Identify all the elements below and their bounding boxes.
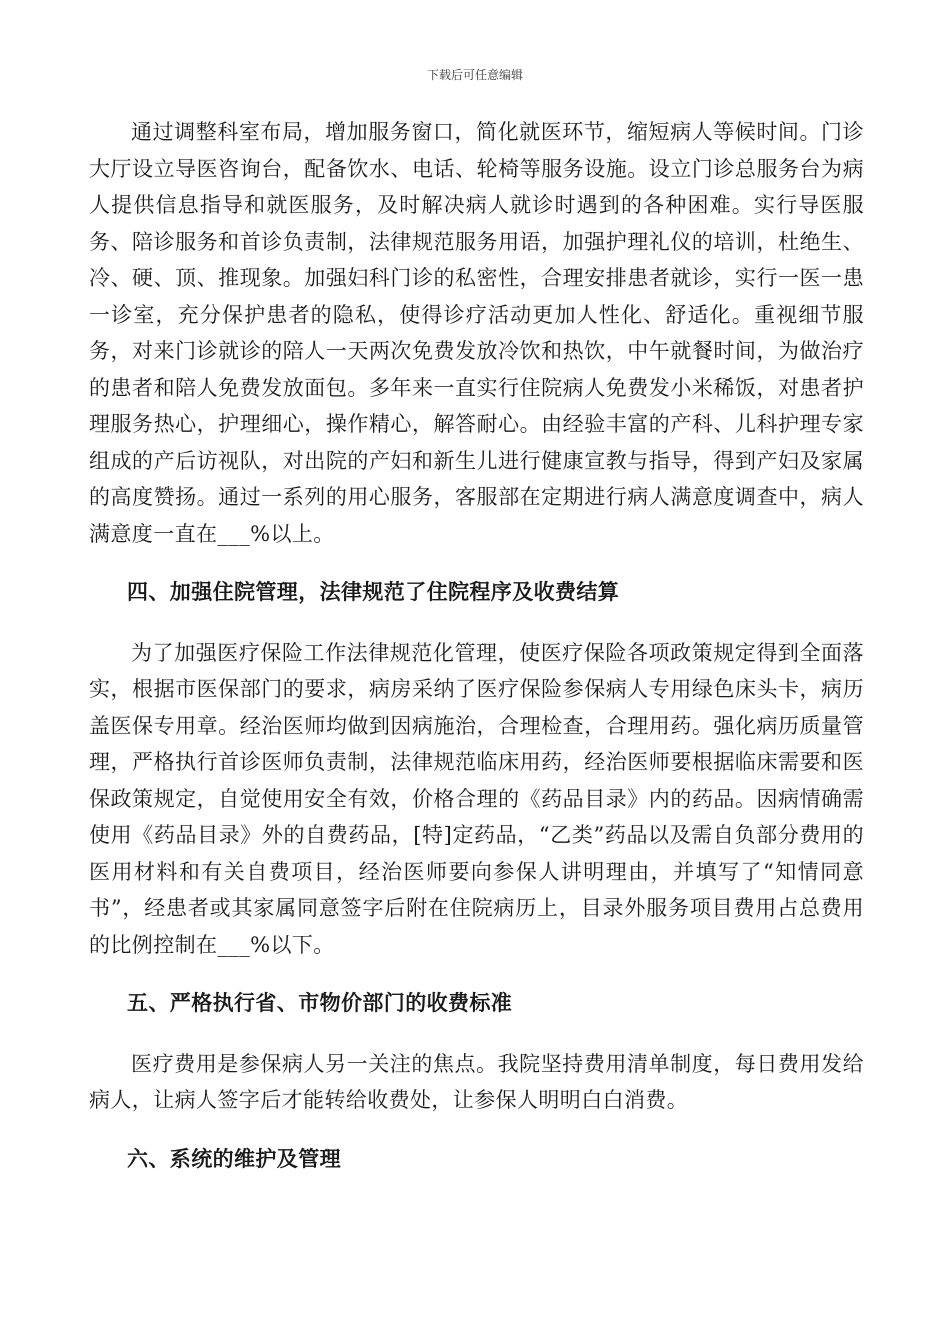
section-heading-4: 四、加强住院管理，法律规范了住院程序及收费结算 [127, 579, 620, 604]
page-header: 下载后可任意编辑 [426, 68, 523, 82]
section-heading-5: 五、严格执行省、市物价部门的收费标准 [127, 990, 513, 1015]
paragraph-insurance: 为了加强医疗保险工作法律规范化管理，使医疗保险各项政策规定得到全面落实，根据市医保部门的要求，病房采纳了医疗保险参保病人专用绿色床头卡，病历盖医保专用章。经治医师均做到因病施治，合理检查，合理用药。强化病历质量管理，严格执行首诊医师负责制，法律规范临床用药，经治医师要根据临床需要和医保政策规定，自觉使用安全有效，价格合理的《药品目录》内的药品。因病情确需使用《药品目录》外的自费药品，[特]定药品，“乙类”药品以及需自负部分费用的医用材料和有关自费项目，经治医师要向参保人讲明理由，并填写了“知情同意书”，经患者或其家属同意签字后附在住院病历上，目录外服务项目费用占总费用的比例控制在___%以下。 [89, 640, 864, 957]
document-body [89, 114, 864, 1177]
paragraph-service: 通过调整科室布局，增加服务窗口，简化就医环节，缩短病人等候时间。门诊大厅设立导医咨询台，配备饮水、电话、轮椅等服务设施。设立门诊总服务台为病人提供信息指导和就医服务，及时解决病人就诊时遇到的各种困难。实行导医服务、陪诊服务和首诊负责制，法律规范服务用语，加强护理礼仪的培训，杜绝生、冷、硬、顶、推现象。加强妇科门诊的私密性，合理安排患者就诊，实行一医一患一诊室，充分保护患者的隐私，使得诊疗活动更加人性化、舒适化。重视细节服务，对来门诊就诊的陪人一天两次免费发放冷饮和热饮，中午就餐时间，为做治疗的患者和陪人免费发放面包。多年来一直实行住院病人免费发小米稀饭，对患者护理服务热心，护理细心，操作精心，解答耐心。由经验丰富的产科、儿科护理专家组成的产后访视队，对出院的产妇和新生儿进行健康宣教与指导，得到产妇及家属的高度赞扬。通过一系列的用心服务，客服部在定期进行病人满意度调查中，病人满意度一直在___%以上。 [89, 120, 864, 546]
paragraph-fees: 医疗费用是参保病人另一关注的焦点。我院坚持费用清单制度，每日费用发给病人，让病人签字后才能转给收费处，让参保人明明白白消费。 [89, 1051, 864, 1112]
section-heading-6: 六、系统的维护及管理 [127, 1145, 341, 1171]
